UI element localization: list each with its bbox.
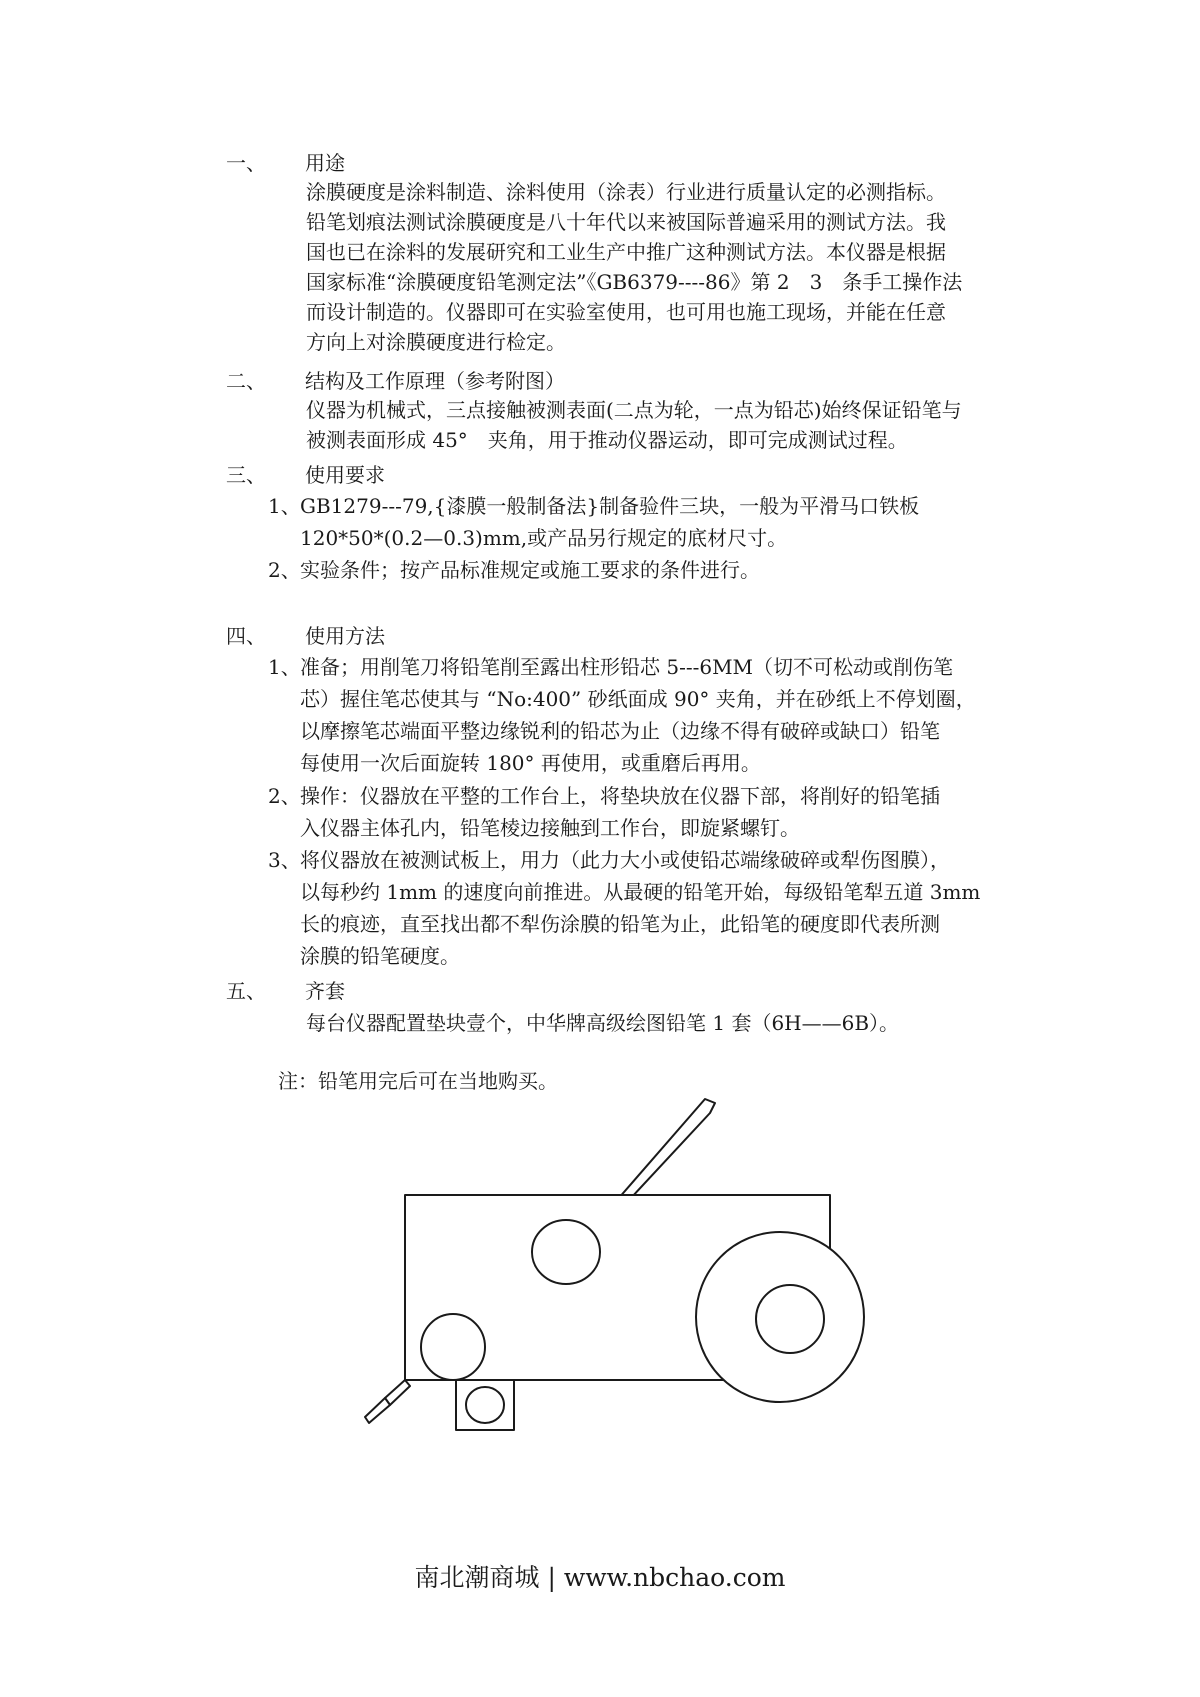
section-1-line: 方向上对涂膜硬度进行检定。: [306, 330, 566, 354]
pencil-lead: [385, 1380, 410, 1405]
section-5-title: 齐套: [305, 979, 345, 1003]
section-4-item-line: 每使用一次后面旋转 180° 再使用，或重磨后再用。: [300, 751, 761, 775]
section-1-line: 国家标准“涂膜硬度铅笔测定法”《GB6379----86》第 2 3 条手工操作法: [306, 270, 963, 294]
section-2-line: 被测表面形成 45° 夹角，用于推动仪器运动，即可完成测试过程。: [306, 428, 908, 452]
note-text: 注：铅笔用完后可在当地购买。: [278, 1069, 558, 1093]
small-wheel: [421, 1314, 485, 1380]
section-4-title: 使用方法: [305, 624, 385, 648]
section-4-item-line: 准备；用削笔刀将铅笔削至露出柱形铅芯 5---6MM（切不可松动或削伤笔: [300, 655, 954, 679]
section-4-item-line: 操作：仪器放在平整的工作台上，将垫块放在仪器下部，将削好的铅笔插: [300, 784, 940, 808]
section-4-item-line: 芯）握住笔芯使其与 “No:400” 砂纸面成 90° 夹角，并在砂纸上不停划圈，: [300, 687, 976, 711]
section-2-title: 结构及工作原理（参考附图）: [305, 369, 565, 393]
section-4-item-number: 1、: [268, 655, 301, 679]
instrument-diagram: [360, 1085, 880, 1465]
pencil-handle: [618, 1099, 715, 1199]
section-3-item-line: 实验条件；按产品标准规定或施工要求的条件进行。: [300, 558, 760, 582]
section-1-title: 用途: [305, 151, 345, 175]
section-5-line: 每台仪器配置垫块壹个，中华牌高级绘图铅笔 1 套（6H——6B）。: [306, 1011, 900, 1035]
section-4-item-line: 以摩擦笔芯端面平整边缘锐利的铅芯为止（边缘不得有破碎或缺口）铅笔: [300, 719, 940, 743]
section-4-item-number: 3、: [268, 848, 301, 872]
section-4-item-line: 以每秒约 1mm 的速度向前推进。从最硬的铅笔开始，每级铅笔犁五道 3mm: [300, 880, 981, 904]
section-2-line: 仪器为机械式，三点接触被测表面(二点为轮，一点为铅芯)始终保证铅笔与: [306, 398, 962, 422]
section-1-number: 一、: [226, 151, 266, 175]
section-4-item-line: 涂膜的铅笔硬度。: [300, 944, 460, 968]
large-wheel-hub: [756, 1285, 824, 1353]
section-4-item-line: 将仪器放在被测试板上，用力（此力大小或使铅芯端缘破碎或犁伤图膜），: [300, 848, 950, 872]
section-5-number: 五、: [226, 979, 266, 1003]
section-1-line: 国也已在涂料的发展研究和工业生产中推广这种测试方法。本仪器是根据: [306, 240, 946, 264]
section-3-item-number: 1、: [268, 494, 301, 518]
section-3-title: 使用要求: [305, 463, 385, 487]
section-1-line: 铅笔划痕法测试涂膜硬度是八十年代以来被国际普遍采用的测试方法。我: [306, 210, 946, 234]
section-4-item-line: 入仪器主体孔内，铅笔棱边接触到工作台，即旋紧螺钉。: [300, 816, 800, 840]
section-3-number: 三、: [226, 463, 266, 487]
support-block-hole: [466, 1387, 504, 1423]
footer-site: 南北潮商城 | www.nbchao.com: [414, 1563, 786, 1592]
upper-hole: [532, 1220, 600, 1284]
section-2-number: 二、: [226, 369, 266, 393]
pencil-tip: [365, 1398, 390, 1423]
section-3-item-line: GB1279---79,{漆膜一般制备法}制备验件三块，一般为平滑马口铁板: [300, 494, 920, 518]
section-4-item-line: 长的痕迹，直至找出都不犁伤涂膜的铅笔为止，此铅笔的硬度即代表所测: [300, 912, 940, 936]
section-4-number: 四、: [226, 624, 266, 648]
section-1-line: 而设计制造的。仪器即可在实验室使用，也可用也施工现场，并能在任意: [306, 300, 946, 324]
section-4-item-number: 2、: [268, 784, 301, 808]
section-1-line: 涂膜硬度是涂料制造、涂料使用（涂表）行业进行质量认定的必测指标。: [306, 180, 946, 204]
section-3-item-line: 120*50*(0.2—0.3)mm,或产品另行规定的底材尺寸。: [300, 526, 788, 550]
section-3-item-number: 2、: [268, 558, 301, 582]
